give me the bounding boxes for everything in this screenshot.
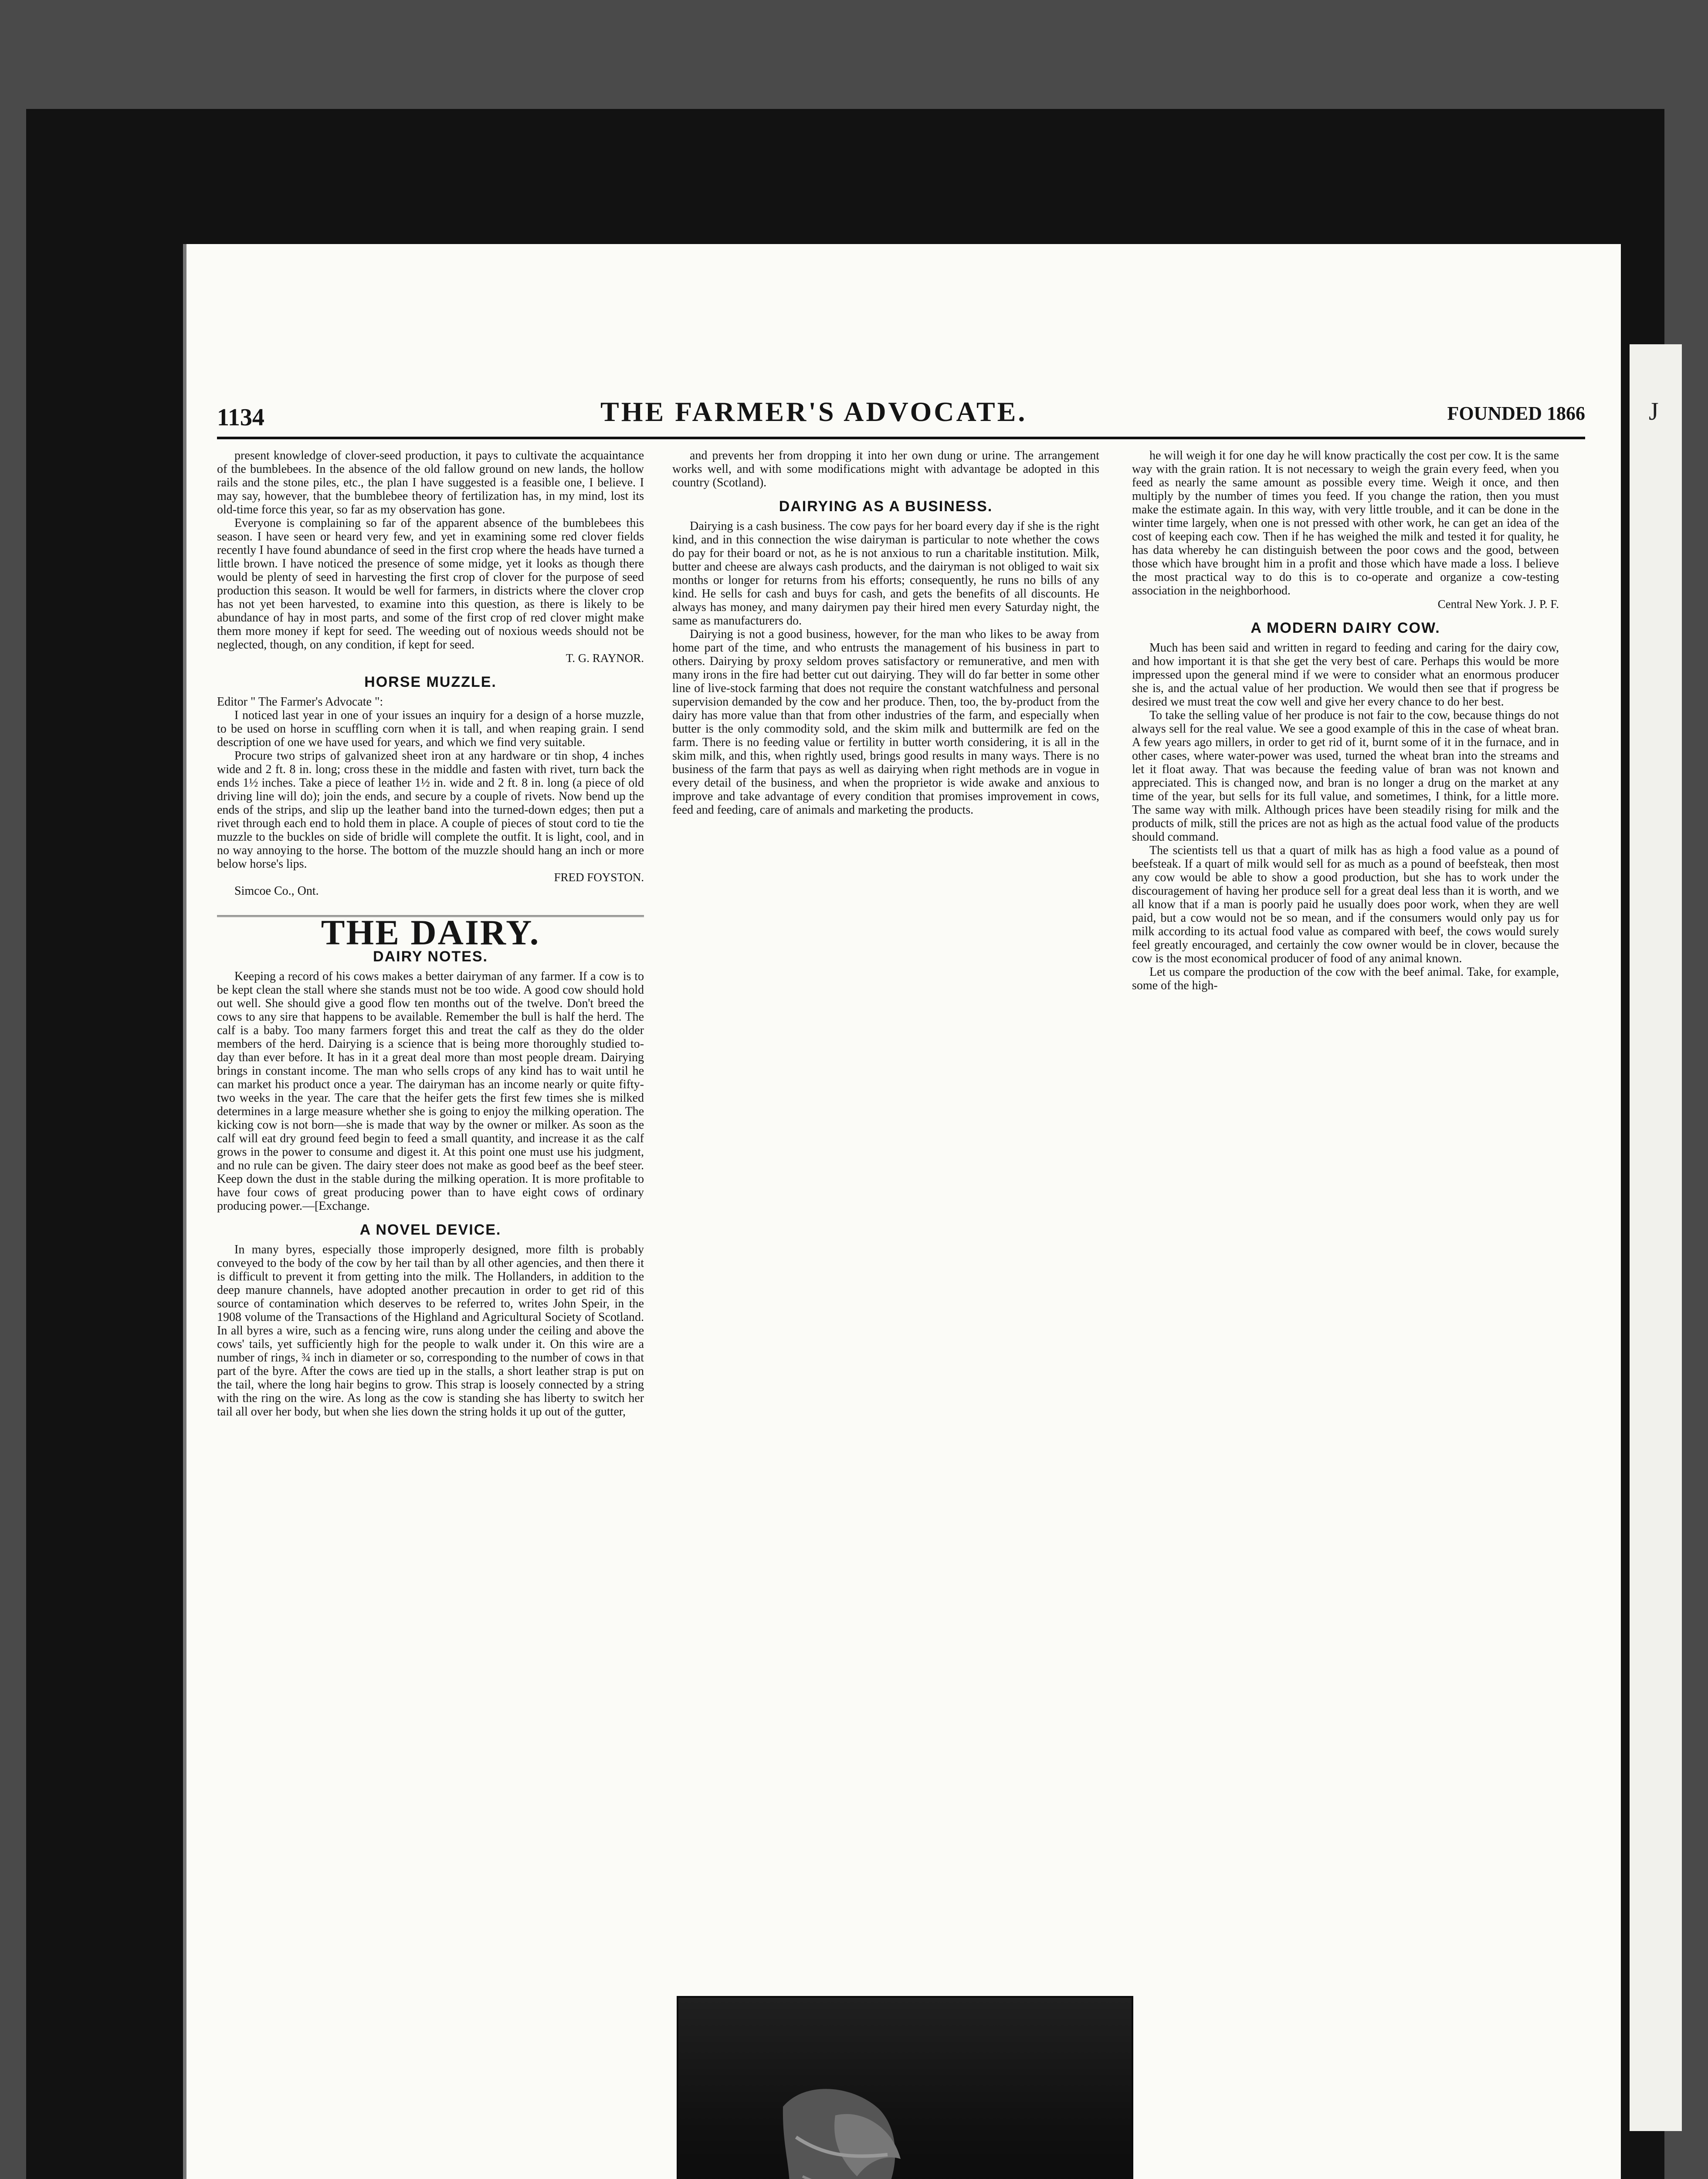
founded-label: FOUNDED 1866 xyxy=(1447,403,1585,424)
modern-dairy-cow-paragraph-1: Much has been said and written in regard to feeding and caring for the dairy cow, and how important it is that she get the very best of care. Perhaps this would be more impressed upon the general mind if we were to consider what an enormous producer she is, and the actual value of her production. We would then see that if progress be desired we must treat the cow well and give her every chance to do her best. xyxy=(1132,641,1559,709)
horse-muzzle-salutation: Editor " The Farmer's Advocate ": xyxy=(217,695,383,709)
column-left xyxy=(217,449,644,1419)
masthead: THE FARMER'S ADVOCATE. xyxy=(600,396,1027,427)
film-strip xyxy=(0,0,1708,109)
jpf-signature: Central New York. J. P. F. xyxy=(1437,597,1559,611)
dairy-notes-heading: DAIRY NOTES. xyxy=(373,948,488,965)
column-right xyxy=(1132,449,1559,992)
horse-muzzle-paragraph-2: Procure two strips of galvanized sheet iron at any hardware or tin shop, 4 inches wide and 2 ft. 8 in. long; cross these in the middle and fasten with rivet, turn back the ends 1½ inches. Take a piece of leather 1½ in. wide and 2 ft. 8 in. long (a piece of old driving line will do); join the ends, and secure by a couple of rivets. Now bend up the ends of the strips, and slip up the leather band into the turned-down edges; then put a rivet through each end to hold them in place. A couple of pieces of stout cord to tie the muzzle to the buckles on side of bridle will complete the outfit. It is light, cool, and in no way annoying to the horse. The bottom of the muzzle should hang an inch or more below horse's lips. xyxy=(217,749,644,871)
cost-estimate-continued: he will weigh it for one day he will know practically the cost per cow. It is the same way with the grain ration. It is not necessary to weigh the grain every feed, when you feed as nearly the same amount as possible every time. Weigh it once, and then multiply by the number of times you feed. If you change the ration, then you must make the estimate again. In this way, with very little trouble, and it can be done in the winter time largely, when one is not pressed with other work, he can get an idea of the cost of keeping each cow. Then if he has weighed the milk and tested it for quality, he has data whereby he can distinguish between the poor cows and the good, between those which have brought him in a profit and those which have made a loss. I believe the most practical way to do this is to co-operate and organize a cow-testing association in the neighborhood. xyxy=(1132,449,1559,597)
novel-device-heading: A NOVEL DEVICE. xyxy=(359,1222,502,1238)
header-rule xyxy=(217,437,1585,439)
column-middle xyxy=(672,449,1099,817)
novel-device-continued: and prevents her from dropping it into her own dung or urine. The arrangement works well, and with some modifications might with advantage be adopted in this country (Scotland). xyxy=(672,449,1099,489)
horse-muzzle-signature: FRED FOYSTON. xyxy=(554,871,644,884)
dairying-business-heading: DAIRYING AS A BUSINESS. xyxy=(779,498,993,515)
horses-photograph xyxy=(677,1996,1133,2179)
newspaper-page xyxy=(183,244,1621,2179)
page-header xyxy=(217,396,1585,435)
page-number: 1134 xyxy=(217,404,264,431)
next-page-mark: J xyxy=(1649,397,1659,425)
horse-muzzle-heading: HORSE MUZZLE. xyxy=(364,674,497,690)
clover-article-body: Everyone is complaining so far of the apparent absence of the bumblebees this season. I have seen or heard very few, and yet in examining some red clover fields recently I have found abundance of seed in the first crop where the heads have turned a little brown. I have noticed the presence of some midge, yet it looks as though there would be plenty of seed in harvesting the first crop of clover for the purpose of seed production this season. It would be well for farmers, in districts where the clover crop has not yet been harvested, to examine into this question, as there is likely to be abundance of hay in most parts, and some of the first crop of red clover might make them more money if kept for seed. The weeding out of noxious weeds should not be neglected, though, on any condition, if kept for seed. xyxy=(217,516,644,652)
dairy-notes-body: Keeping a record of his cows makes a better dairyman of any farmer. If a cow is to be kept clean the stall where she stands must not be too wide. A good cow should hold out well. She should give a good flow ten months out of the twelve. Don't breed the cows to any sire that happens to be available. Remember the bull is half the herd. The calf is a baby. Too many farmers forget this and treat the calf as they do the older members of the herd. Dairying is a science that is being more thoroughly studied to-day than ever before. It has in it a great deal more than most people dream. Dairying brings in constant income. The man who sells crops of any kind has to wait until he can market his product once a year. The dairyman has an income nearly or quite fifty-two weeks in the year. The care that the heifer gets the first few times she is milked determines in a large measure whether she is going to enjoy the milking operation. The kicking cow is not born—she is made that way by the owner or milker. As soon as the calf will eat dry ground feed begin to feed a small quantity, and increase it as the calf grows in the power to consume and digest it. At this point one must use his judgment, and no rule can be given. The dairy steer does not make as good beef as the beef steer. Keep down the dust in the stable during the milking operation. It is more profitable to have four cows of great producing power than to have eight cows of ordinary producing power.—[Exchange. xyxy=(217,970,644,1213)
dairying-business-paragraph-2: Dairying is not a good business, however, for the man who likes to be away from home part of the time, and who entrusts the management of his business in part to others. Dairying by proxy seldom proves satisfactory or remunerative, and men with many irons in the fire had better cut out dairying. They will do far better in some other line of live-stock farming that does not require the constant watchfulness and personal supervision demanded by the cow and her produce. Then, too, the by-product from the dairy has more value than that from other industries of the farm, and especially when butter is the only commodity sold, and the skim milk and buttermilk are fed on the farm. There is no feeding value or fertility in butter worth considering, it is all in the skim milk, and this, when rightly used, brings good results in many ways. There is no business of the farm that pays as well as dairying when right methods are in vogue in every detail of the business, and when the proprietor is wide awake and anxious to improve and take advantage of every condition that promises improvement in cows, feed and feeding, care of animals and marketing the products. xyxy=(672,628,1099,817)
horse-muzzle-paragraph-1: I noticed last year in one of your issues an inquiry for a design of a horse muzzle, to be used on horse in scuffling corn when it is tall, and when reaping grain. I send description of one we have used for years, and which we find very suitable. xyxy=(217,709,644,749)
clover-article-signature: T. G. RAYNOR. xyxy=(566,652,644,665)
horse-team-image xyxy=(770,2067,927,2179)
novel-device-body: In many byres, especially those improperly designed, more filth is probably conveyed to the body of the cow by her tail than by all other agencies, and then there it is difficult to prevent it from getting into the milk. The Hollanders, in addition to the deep manure channels, have adopted another precaution in order to get rid of this source of contamination which deserves to be referred to, writes John Speir, in the 1908 volume of the Transactions of the Highland and Agricultural Society of Scotland. In all byres a wire, such as a fencing wire, runs along under the ceiling and above the cows' tails, yet sufficiently high for the people to walk under it. On this wire are a number of rings, ¾ inch in diameter or so, corresponding to the number of cows in that part of the byre. After the cows are tied up in the stalls, a short leather strap is put on the tail, where the long hair begins to grow. This strap is loosely connected by a string with the ring on the wire. As long as the cow is standing she has liberty to switch her tail all over her body, but when she lies down the string holds it up out of the gutter, xyxy=(217,1243,644,1419)
dairying-business-paragraph-1: Dairying is a cash business. The cow pays for her board every day if she is the right kind, and in this connection the wise dairyman is particular to note whether the cows do pay for their board or not, as he is not anxious to run a charitable institution. Milk, butter and cheese are always cash products, and the dairyman is not obliged to wait six months or longer for returns from his efforts; consequently, he runs no bills of any kind. He sells for cash and buys for cash, and gets the benefits of all discounts. He always has money, and many dairymen pay their hired men every Saturday night, the same as manufacturers do. xyxy=(672,519,1099,628)
modern-dairy-cow-heading: A MODERN DAIRY COW. xyxy=(1250,620,1440,636)
next-page-strip xyxy=(1630,344,1682,2131)
horse-muzzle-place: Simcoe Co., Ont. xyxy=(234,884,319,898)
modern-dairy-cow-paragraph-2: To take the selling value of her produce is not fair to the cow, because things do not always sell for the real value. We see a good example of this in the case of wheat bran. A few years ago millers, in order to get rid of it, burnt some of it in the furnace, and in other cases, where water-power was used, turned the wheat bran into the streams and let it float away. That was because the feeding value of bran was not known and appreciated. This is changed now, and bran is no longer a drug on the market at any time of the year, but sells for its full value, and sometimes, I think, for a little more. The same way with milk. Although prices have been steadily rising for milk and the products of milk, still the prices are not as high as the actual food value of the products should command. xyxy=(1132,709,1559,844)
dairy-section-title: THE DAIRY. xyxy=(217,915,644,939)
modern-dairy-cow-paragraph-4: Let us compare the production of the cow with the beef animal. Take, for example, some of the high- xyxy=(1132,965,1559,992)
clover-article-intro: present knowledge of clover-seed production, it pays to cultivate the acquaintance of the bumblebees. In the absence of the old fallow ground on new lands, the hollow rails and the stone piles, etc., the plan I have suggested is a feasible one, I believe. I may say, however, that the bumblebee theory of fertilization has, in my mind, lost its old-time force this year, so far as my observation has gone. xyxy=(217,449,644,516)
modern-dairy-cow-paragraph-3: The scientists tell us that a quart of milk has as high a food value as a pound of beefsteak. If a quart of milk would sell for as much as a pound of beefsteak, then most any cow would be able to show a good production, but she has to work under the discouragement of having her produce sell for a great deal less than it is worth, and we all know that if a man is poorly paid he usually does poor work, when they are well paid, but a cow would not be so mean, and if the consumers would only pay us for milk according to its actual food value as compared with beef, the cows would surely feel greatly encouraged, and certainly the cow owner would be in clover, because the cow is the most economical producer of food of any animal known. xyxy=(1132,844,1559,965)
